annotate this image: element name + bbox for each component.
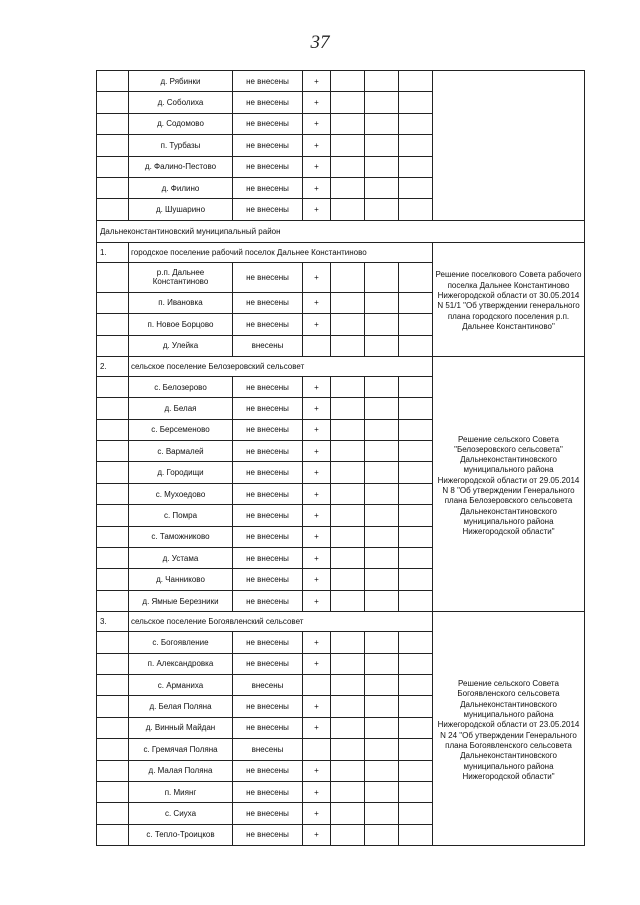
empty-cell	[331, 398, 365, 419]
plus-mark: +	[303, 483, 331, 504]
settlement-name: п. Ивановка	[129, 292, 233, 313]
empty-cell	[331, 590, 365, 611]
settlement-name: с. Гремячая Поляна	[129, 739, 233, 760]
section-title: сельское поселение Белозеровский сельсовет	[129, 356, 433, 376]
decision-cell	[433, 71, 585, 92]
number-cell	[97, 441, 129, 462]
settlement-name: д. Филино	[129, 177, 233, 198]
page-number: 37	[310, 32, 330, 53]
empty-cell	[331, 739, 365, 760]
empty-cell	[365, 398, 399, 419]
empty-cell	[399, 71, 433, 92]
change-status: не внесены	[233, 419, 303, 440]
empty-cell	[365, 483, 399, 504]
number-cell	[97, 262, 129, 292]
plus-mark: +	[303, 292, 331, 313]
empty-cell	[331, 335, 365, 356]
empty-cell	[331, 292, 365, 313]
empty-cell	[365, 376, 399, 397]
table-row	[97, 113, 585, 134]
change-status: не внесены	[233, 653, 303, 674]
plus-mark	[303, 739, 331, 760]
change-status: не внесены	[233, 156, 303, 177]
table-row	[97, 177, 585, 198]
change-status: не внесены	[233, 113, 303, 134]
number-cell	[97, 803, 129, 824]
empty-cell	[331, 199, 365, 220]
change-status: не внесены	[233, 441, 303, 462]
change-status: не внесены	[233, 526, 303, 547]
empty-cell	[399, 590, 433, 611]
empty-cell	[331, 505, 365, 526]
empty-cell	[399, 760, 433, 781]
empty-cell	[399, 156, 433, 177]
settlement-name: с. Белозерово	[129, 376, 233, 397]
empty-cell	[331, 674, 365, 695]
settlement-name: п. Новое Борцово	[129, 314, 233, 335]
change-status: не внесены	[233, 398, 303, 419]
empty-cell	[331, 696, 365, 717]
plus-mark: +	[303, 526, 331, 547]
empty-cell	[399, 92, 433, 113]
change-status: не внесены	[233, 71, 303, 92]
settlement-name: д. Фалино-Пестово	[129, 156, 233, 177]
empty-cell	[365, 314, 399, 335]
section-title: сельское поселение Богоявленский сельсовет	[129, 612, 433, 632]
plus-mark: +	[303, 569, 331, 590]
empty-cell	[365, 674, 399, 695]
change-status: не внесены	[233, 92, 303, 113]
number-cell	[97, 824, 129, 845]
plus-mark: +	[303, 419, 331, 440]
empty-cell	[365, 526, 399, 547]
empty-cell	[331, 548, 365, 569]
change-status: внесены	[233, 674, 303, 695]
number-cell	[97, 177, 129, 198]
plus-mark: +	[303, 262, 331, 292]
settlement-name: р.п. Дальнее Константиново	[129, 262, 233, 292]
section-title: городское поселение рабочий поселок Дальнее Константиново	[129, 242, 433, 262]
empty-cell	[331, 569, 365, 590]
empty-cell	[399, 135, 433, 156]
decision-text: Решение сельского Совета Богоявленского сельсовета Дальнеконстантиновского муниципального района Нижегородской области от 23.05.2014 N 24 "Об утверждении Генерального плана Богоявленского сельсовета Дальнеконстантиновского муниципального района Нижегородской области"	[433, 612, 585, 846]
settlement-name: д. Городищи	[129, 462, 233, 483]
plus-mark: +	[303, 314, 331, 335]
number-cell	[97, 113, 129, 134]
change-status: не внесены	[233, 262, 303, 292]
number-cell	[97, 717, 129, 738]
settlement-name: с. Таможниково	[129, 526, 233, 547]
empty-cell	[331, 135, 365, 156]
number-cell	[97, 292, 129, 313]
empty-cell	[365, 135, 399, 156]
change-status: не внесены	[233, 717, 303, 738]
change-status: не внесены	[233, 177, 303, 198]
number-cell	[97, 483, 129, 504]
empty-cell	[399, 803, 433, 824]
change-status: не внесены	[233, 199, 303, 220]
empty-cell	[399, 824, 433, 845]
number-cell	[97, 696, 129, 717]
empty-cell	[399, 314, 433, 335]
empty-cell	[399, 483, 433, 504]
empty-cell	[399, 199, 433, 220]
empty-cell	[399, 177, 433, 198]
plus-mark: +	[303, 441, 331, 462]
plus-mark	[303, 335, 331, 356]
plus-mark: +	[303, 199, 331, 220]
empty-cell	[365, 590, 399, 611]
settlement-name: д. Чанниково	[129, 569, 233, 590]
decision-cell	[433, 177, 585, 198]
empty-cell	[365, 548, 399, 569]
section-header-row	[97, 612, 585, 632]
plus-mark: +	[303, 398, 331, 419]
empty-cell	[399, 739, 433, 760]
change-status: не внесены	[233, 314, 303, 335]
plus-mark: +	[303, 156, 331, 177]
plus-mark: +	[303, 462, 331, 483]
empty-cell	[331, 653, 365, 674]
empty-cell	[331, 760, 365, 781]
empty-cell	[399, 569, 433, 590]
empty-cell	[331, 483, 365, 504]
change-status: не внесены	[233, 696, 303, 717]
settlement-name: с. Мухоедово	[129, 483, 233, 504]
empty-cell	[331, 92, 365, 113]
number-cell	[97, 199, 129, 220]
settlement-name: д. Ямные Березники	[129, 590, 233, 611]
empty-cell	[399, 441, 433, 462]
empty-cell	[365, 653, 399, 674]
number-cell	[97, 590, 129, 611]
empty-cell	[399, 335, 433, 356]
empty-cell	[399, 717, 433, 738]
settlement-name: д. Улейка	[129, 335, 233, 356]
number-cell	[97, 632, 129, 653]
change-status: не внесены	[233, 632, 303, 653]
empty-cell	[365, 71, 399, 92]
settlement-name: д. Шушарино	[129, 199, 233, 220]
settlement-name: п. Александровка	[129, 653, 233, 674]
number-cell	[97, 398, 129, 419]
empty-cell	[331, 462, 365, 483]
number-cell	[97, 335, 129, 356]
settlement-name: д. Устама	[129, 548, 233, 569]
empty-cell	[365, 262, 399, 292]
empty-cell	[399, 505, 433, 526]
number-cell	[97, 314, 129, 335]
change-status: не внесены	[233, 569, 303, 590]
empty-cell	[399, 781, 433, 802]
empty-cell	[399, 526, 433, 547]
settlement-name: с. Тепло-Троицков	[129, 824, 233, 845]
settlement-name: с. Помра	[129, 505, 233, 526]
empty-cell	[365, 569, 399, 590]
number-cell	[97, 653, 129, 674]
plus-mark: +	[303, 177, 331, 198]
empty-cell	[331, 113, 365, 134]
empty-cell	[331, 781, 365, 802]
number-cell	[97, 569, 129, 590]
change-status: не внесены	[233, 824, 303, 845]
section-header-row	[97, 356, 585, 376]
empty-cell	[331, 526, 365, 547]
decision-text: Решение сельского Совета "Белозеровского сельсовета" Дальнеконстантиновского муниципального района Нижегородской области от 29.05.2014 N 8 "Об утверждении Генерального плана Белозеровского сельсовета Дальнеконстантиновского муниципального района Нижегородской области"	[433, 356, 585, 611]
empty-cell	[331, 441, 365, 462]
settlement-name: д. Содомово	[129, 113, 233, 134]
empty-cell	[365, 441, 399, 462]
table-row	[97, 135, 585, 156]
plus-mark: +	[303, 135, 331, 156]
settlement-name: с. Вармалей	[129, 441, 233, 462]
change-status: не внесены	[233, 292, 303, 313]
empty-cell	[399, 462, 433, 483]
number-cell	[97, 462, 129, 483]
section-number: 3.	[97, 612, 129, 632]
decision-cell	[433, 156, 585, 177]
empty-cell	[365, 92, 399, 113]
number-cell	[97, 376, 129, 397]
settlement-name: д. Белая Поляна	[129, 696, 233, 717]
empty-cell	[365, 717, 399, 738]
settlement-name: д. Рябинки	[129, 71, 233, 92]
number-cell	[97, 739, 129, 760]
number-cell	[97, 71, 129, 92]
settlement-name: д. Малая Поляна	[129, 760, 233, 781]
district-title: Дальнеконстантиновский муниципальный район	[97, 220, 585, 242]
decision-cell	[433, 135, 585, 156]
empty-cell	[331, 803, 365, 824]
change-status: не внесены	[233, 590, 303, 611]
decision-text: Решение поселкового Совета рабочего поселка Дальнее Константиново Нижегородской области от 30.05.2014 N 51/1 "Об утверждении генерального плана городского поселения р.п. Дальнее Константиново"	[433, 242, 585, 356]
settlement-name: с. Сиуха	[129, 803, 233, 824]
change-status: не внесены	[233, 376, 303, 397]
empty-cell	[399, 674, 433, 695]
number-cell	[97, 674, 129, 695]
decision-cell	[433, 113, 585, 134]
change-status: не внесены	[233, 548, 303, 569]
change-status: не внесены	[233, 462, 303, 483]
table-row	[97, 199, 585, 220]
settlement-name: д. Винный Майдан	[129, 717, 233, 738]
change-status: не внесены	[233, 781, 303, 802]
table-row	[97, 92, 585, 113]
empty-cell	[331, 717, 365, 738]
empty-cell	[365, 177, 399, 198]
empty-cell	[365, 199, 399, 220]
empty-cell	[331, 156, 365, 177]
empty-cell	[365, 156, 399, 177]
plus-mark: +	[303, 548, 331, 569]
plus-mark: +	[303, 376, 331, 397]
empty-cell	[365, 696, 399, 717]
empty-cell	[399, 419, 433, 440]
change-status: внесены	[233, 335, 303, 356]
settlement-name: п. Турбазы	[129, 135, 233, 156]
number-cell	[97, 505, 129, 526]
plus-mark: +	[303, 717, 331, 738]
number-cell	[97, 548, 129, 569]
empty-cell	[365, 632, 399, 653]
empty-cell	[399, 653, 433, 674]
empty-cell	[331, 824, 365, 845]
empty-cell	[399, 548, 433, 569]
empty-cell	[365, 505, 399, 526]
empty-cell	[399, 398, 433, 419]
district-row	[97, 220, 585, 242]
settlement-name: п. Миянг	[129, 781, 233, 802]
empty-cell	[365, 113, 399, 134]
empty-cell	[399, 292, 433, 313]
decision-cell	[433, 92, 585, 113]
empty-cell	[365, 760, 399, 781]
number-cell	[97, 781, 129, 802]
empty-cell	[331, 262, 365, 292]
decision-cell	[433, 199, 585, 220]
plus-mark: +	[303, 505, 331, 526]
change-status: не внесены	[233, 760, 303, 781]
plus-mark	[303, 674, 331, 695]
empty-cell	[365, 824, 399, 845]
empty-cell	[365, 292, 399, 313]
plus-mark: +	[303, 803, 331, 824]
empty-cell	[331, 376, 365, 397]
empty-cell	[399, 376, 433, 397]
number-cell	[97, 419, 129, 440]
empty-cell	[365, 739, 399, 760]
empty-cell	[331, 177, 365, 198]
number-cell	[97, 156, 129, 177]
empty-cell	[331, 632, 365, 653]
settlement-name: с. Богоявление	[129, 632, 233, 653]
plus-mark: +	[303, 590, 331, 611]
empty-cell	[331, 314, 365, 335]
plus-mark: +	[303, 113, 331, 134]
plus-mark: +	[303, 92, 331, 113]
number-cell	[97, 92, 129, 113]
empty-cell	[399, 113, 433, 134]
empty-cell	[365, 803, 399, 824]
empty-cell	[399, 696, 433, 717]
number-cell	[97, 526, 129, 547]
settlement-name: д. Белая	[129, 398, 233, 419]
change-status: не внесены	[233, 803, 303, 824]
plus-mark: +	[303, 760, 331, 781]
plus-mark: +	[303, 632, 331, 653]
empty-cell	[399, 262, 433, 292]
empty-cell	[365, 335, 399, 356]
plus-mark: +	[303, 824, 331, 845]
empty-cell	[365, 781, 399, 802]
empty-cell	[331, 419, 365, 440]
number-cell	[97, 760, 129, 781]
empty-cell	[365, 419, 399, 440]
section-number: 1.	[97, 242, 129, 262]
change-status: не внесены	[233, 135, 303, 156]
change-status: не внесены	[233, 505, 303, 526]
settlement-name: с. Берсеменово	[129, 419, 233, 440]
table-row	[97, 71, 585, 92]
number-cell	[97, 135, 129, 156]
plus-mark: +	[303, 696, 331, 717]
settlements-table	[96, 70, 585, 846]
section-number: 2.	[97, 356, 129, 376]
empty-cell	[399, 632, 433, 653]
change-status: внесены	[233, 739, 303, 760]
settlement-name: с. Арманиха	[129, 674, 233, 695]
change-status: не внесены	[233, 483, 303, 504]
plus-mark: +	[303, 781, 331, 802]
plus-mark: +	[303, 653, 331, 674]
plus-mark: +	[303, 71, 331, 92]
section-header-row	[97, 242, 585, 262]
empty-cell	[365, 462, 399, 483]
table-row	[97, 156, 585, 177]
empty-cell	[331, 71, 365, 92]
settlement-name: д. Соболиха	[129, 92, 233, 113]
